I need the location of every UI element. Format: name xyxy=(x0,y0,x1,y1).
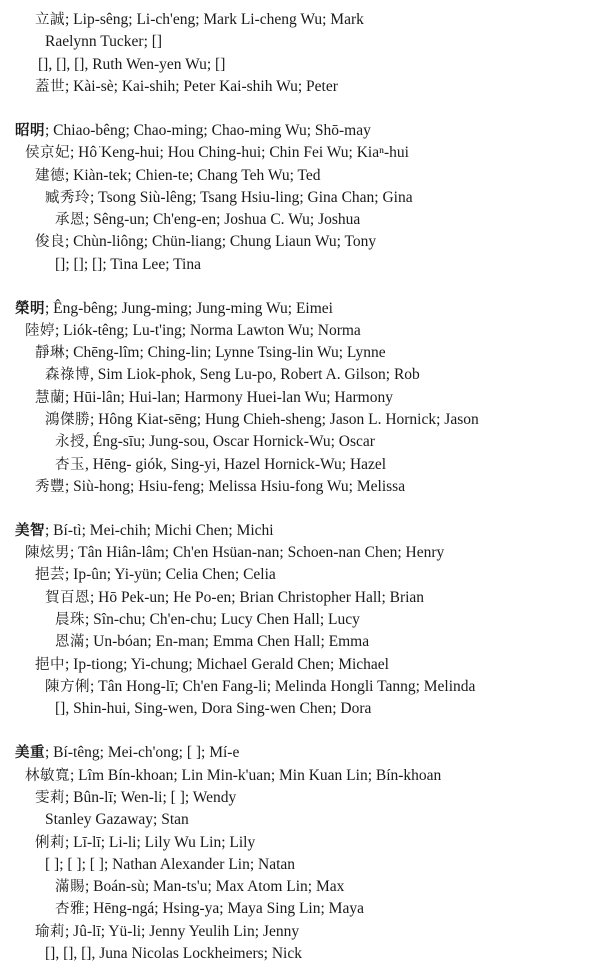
family-3-entry-line xyxy=(45,410,479,430)
family-5-entry-line xyxy=(45,944,302,964)
entry-text xyxy=(55,611,360,628)
entry-romanization: ; Tân Hiân-lâm; Ch'en Hsüan-nan; Schoen-nan Chen; Henry xyxy=(70,544,445,561)
entry-text xyxy=(35,789,236,806)
entry-romanization: ; Lip-sêng; Li-ch'eng; Mark Li-cheng Wu; Mark xyxy=(65,11,364,28)
entry-romanization: ; Bí-tì; Mei-chih; Michi Chen; Michi xyxy=(45,522,274,539)
family-4-entry-line xyxy=(55,632,369,652)
entry-text xyxy=(45,811,189,828)
entry-chinese-name: 立誠 xyxy=(35,12,65,28)
entry-romanization: [], [], [], Ruth Wen-yen Wu; [] xyxy=(38,56,226,73)
entry-romanization: , Hēng- giók, Sing-yi, Hazel Hornick-Wu; Hazel xyxy=(85,456,387,473)
entry-chinese-name: 慧蘭 xyxy=(35,390,65,406)
entry-romanization: ; Kiàn-tek; Chien-te; Chang Teh Wu; Ted xyxy=(65,167,321,184)
family-5-entry-line xyxy=(35,922,299,942)
entry-romanization: ; Hūi-lân; Hui-lan; Harmony Huei-lan Wu; Harmony xyxy=(65,389,393,406)
entry-romanization: ; Ip-tiong; Yi-chung; Michael Gerald Chen; Michael xyxy=(65,656,389,673)
family-3-entry-line xyxy=(25,321,361,341)
entry-romanization: ; Liók-têng; Lu-t'ing; Norma Lawton Wu; Norma xyxy=(55,322,361,339)
family-5-entry-line xyxy=(55,899,364,919)
entry-chinese-name: 陳方俐 xyxy=(45,679,90,695)
entry-romanization: ; Tsong Siù-lêng; Tsang Hsiu-ling; Gina Chan; Gina xyxy=(90,189,413,206)
entry-text xyxy=(35,11,364,28)
entry-romanization: Raelynn Tucker; [] xyxy=(45,33,163,50)
entry-text xyxy=(35,566,276,583)
entry-romanization: ; Un-bóan; En-man; Emma Chen Hall; Emma xyxy=(85,633,370,650)
entry-chinese-name: 侯京妃 xyxy=(25,145,70,161)
family-2-entry-line xyxy=(35,166,321,186)
family-4-entry-line xyxy=(35,655,389,675)
entry-chinese-name: 鴻傑勝 xyxy=(45,412,90,428)
entry-romanization: ; Boán-sù; Man-ts'u; Max Atom Lin; Max xyxy=(85,878,345,895)
entry-chinese-name: 陸婷 xyxy=(25,323,55,339)
family-2-entry-line xyxy=(15,121,371,141)
family-3-entry-line xyxy=(35,477,405,497)
entry-chinese-name: 秀豐 xyxy=(35,479,65,495)
entry-romanization: ; Chùn-liông; Chün-liang; Chung Liaun Wu; Tony xyxy=(65,233,377,250)
entry-chinese-name: 挹芸 xyxy=(35,567,65,583)
entry-romanization: ; Bûn-lī; Wen-li; [ ]; Wendy xyxy=(65,789,237,806)
family-3-entry-line xyxy=(45,365,420,385)
entry-chinese-name: 晨珠 xyxy=(55,612,85,628)
entry-chinese-name: 蓋世 xyxy=(35,79,65,95)
entry-chinese-name: 賀百恩 xyxy=(45,590,90,606)
entry-text xyxy=(45,33,162,50)
entry-romanization: []; []; []; Tina Lee; Tina xyxy=(55,256,201,273)
family-4-entry-line xyxy=(55,699,371,719)
family-4-entry-line xyxy=(55,610,360,630)
family-1-entry-line xyxy=(45,32,162,52)
entry-text xyxy=(45,678,475,695)
entry-text xyxy=(45,366,420,383)
entry-romanization: [], Shin-hui, Sing-wen, Dora Sing-wen Chen; Dora xyxy=(55,700,372,717)
entry-romanization: ; Hō Pek-un; He Po-en; Brian Christopher Hall; Brian xyxy=(90,589,425,606)
family-2-entry-line xyxy=(55,210,360,230)
entry-chinese-name: 臧秀玲 xyxy=(45,190,90,206)
entry-romanization: ; Sêng-un; Ch'eng-en; Joshua C. Wu; Joshua xyxy=(85,211,361,228)
entry-text xyxy=(45,189,413,206)
entry-text xyxy=(45,522,274,539)
entry-chinese-name: 永授 xyxy=(55,434,85,450)
entry-chinese-name: 森祿博 xyxy=(45,367,90,383)
entry-chinese-name: 建德 xyxy=(35,168,65,184)
entry-text xyxy=(35,167,321,184)
family-5-entry-line xyxy=(25,766,441,786)
entry-chinese-name: 恩滿 xyxy=(55,634,85,650)
entry-chinese-name: 陳炫男 xyxy=(25,545,70,561)
entry-romanization: ; Hô͘ Keng-hui; Hou Ching-hui; Chin Fei Wu; Kiaⁿ-hui xyxy=(70,144,409,161)
family-3-entry-line xyxy=(15,299,333,319)
entry-text xyxy=(55,211,360,228)
entry-romanization: ; Hēng-ngá; Hsing-ya; Maya Sing Lin; Maya xyxy=(85,900,364,917)
entry-romanization: [ ]; [ ]; [ ]; Nathan Alexander Lin; Natan xyxy=(45,856,296,873)
entry-text xyxy=(35,656,389,673)
entry-romanization: ; Lîm Bín-khoan; Lin Min-k'uan; Min Kuan Lin; Bín-khoan xyxy=(70,767,442,784)
entry-romanization: ; Jû-lī; Yü-li; Jenny Yeulih Lin; Jenny xyxy=(65,923,300,940)
entry-text xyxy=(45,411,479,428)
entry-romanization: [], [], [], Juna Nicolas Lockheimers; Nick xyxy=(45,945,302,962)
family-4-entry-line xyxy=(15,521,274,541)
entry-romanization: ; Sîn-chu; Ch'en-chu; Lucy Chen Hall; Lucy xyxy=(85,611,360,628)
family-head-name: 美重 xyxy=(15,745,45,761)
family-4-entry-line xyxy=(25,543,444,563)
entry-text xyxy=(35,78,338,95)
entry-text xyxy=(55,900,364,917)
entry-chinese-name: 俊良 xyxy=(35,234,65,250)
family-2-entry-line xyxy=(55,255,201,275)
family-4-entry-line xyxy=(35,565,276,585)
entry-text xyxy=(55,700,371,717)
entry-text xyxy=(25,767,441,784)
family-4-entry-line xyxy=(45,588,424,608)
entry-romanization: ; Bí-têng; Mei-ch'ong; [ ]; Mí-e xyxy=(45,744,240,761)
family-5-entry-line xyxy=(45,855,295,875)
entry-text xyxy=(35,344,386,361)
entry-romanization: , Sim Liok-phok, Seng Lu-po, Robert A. Gilson; Rob xyxy=(90,366,420,383)
entry-chinese-name: 滿賜 xyxy=(55,879,85,895)
entry-text xyxy=(45,744,239,761)
entry-text xyxy=(35,389,393,406)
family-3-entry-line xyxy=(35,343,386,363)
entry-romanization: ; Tân Hong-lī; Ch'en Fang-li; Melinda Hongli Tanng; Melinda xyxy=(90,678,476,695)
family-2-entry-line xyxy=(25,143,409,163)
entry-chinese-name: 承恩 xyxy=(55,212,85,228)
entry-romanization: ; Êng-bêng; Jung-ming; Jung-ming Wu; Eimei xyxy=(45,300,333,317)
family-2-entry-line xyxy=(45,188,413,208)
entry-text xyxy=(25,322,361,339)
entry-chinese-name: 杏雅 xyxy=(55,901,85,917)
entry-text xyxy=(55,878,344,895)
entry-romanization: ; Kài-sè; Kai-shih; Peter Kai-shih Wu; Peter xyxy=(65,78,338,95)
entry-text xyxy=(45,945,302,962)
entry-romanization: ; Lī-lī; Li-li; Lily Wu Lin; Lily xyxy=(65,834,256,851)
entry-chinese-name: 瑜莉 xyxy=(35,924,65,940)
entry-chinese-name: 靜琳 xyxy=(35,345,65,361)
family-3-entry-line xyxy=(35,388,393,408)
entry-romanization: ; Chēng-lîm; Ching-lin; Lynne Tsing-lin Wu; Lynne xyxy=(65,344,386,361)
entry-text xyxy=(55,633,369,650)
entry-text xyxy=(45,300,333,317)
entry-romanization: , Éng-sīu; Jung-sou, Oscar Hornick-Wu; Oscar xyxy=(85,433,375,450)
family-head-name: 美智 xyxy=(15,523,45,539)
family-3-entry-line xyxy=(55,432,375,452)
entry-text xyxy=(45,856,295,873)
entry-text xyxy=(38,56,225,73)
family-5-entry-line xyxy=(45,810,189,830)
entry-romanization: ; Chiao-bêng; Chao-ming; Chao-ming Wu; Shō-may xyxy=(45,122,371,139)
entry-chinese-name: 林敏寬 xyxy=(25,768,70,784)
family-4-entry-line xyxy=(45,677,475,697)
family-5-entry-line xyxy=(35,788,236,808)
entry-text xyxy=(35,834,255,851)
entry-text xyxy=(45,589,424,606)
family-5-entry-line xyxy=(35,833,255,853)
entry-romanization: ; Hông Kiat-sēng; Hung Chieh-sheng; Jason L. Hornick; Jason xyxy=(90,411,479,428)
entry-romanization: Stanley Gazaway; Stan xyxy=(45,811,189,828)
entry-text xyxy=(25,544,444,561)
family-1-entry-line xyxy=(38,55,225,75)
family-head-name: 榮明 xyxy=(15,301,45,317)
family-2-entry-line xyxy=(35,232,376,252)
entry-text xyxy=(55,456,386,473)
entry-text xyxy=(45,122,371,139)
entry-text xyxy=(35,478,405,495)
entry-text xyxy=(35,233,376,250)
entry-text xyxy=(55,256,201,273)
family-3-entry-line xyxy=(55,455,386,475)
family-1-entry-line xyxy=(35,10,364,30)
entry-text xyxy=(55,433,375,450)
entry-romanization: ; Ip-ûn; Yi-yün; Celia Chen; Celia xyxy=(65,566,276,583)
entry-chinese-name: 雯莉 xyxy=(35,790,65,806)
family-1-entry-line xyxy=(35,77,338,97)
entry-text xyxy=(35,923,299,940)
entry-chinese-name: 挹中 xyxy=(35,657,65,673)
family-head-name: 昭明 xyxy=(15,123,45,139)
entry-romanization: ; Siù-hong; Hsiu-feng; Melissa Hsiu-fong Wu; Melissa xyxy=(65,478,406,495)
entry-chinese-name: 俐莉 xyxy=(35,835,65,851)
family-5-entry-line xyxy=(55,877,344,897)
family-5-entry-line xyxy=(15,743,239,763)
entry-text xyxy=(25,144,409,161)
entry-chinese-name: 杏玉 xyxy=(55,457,85,473)
